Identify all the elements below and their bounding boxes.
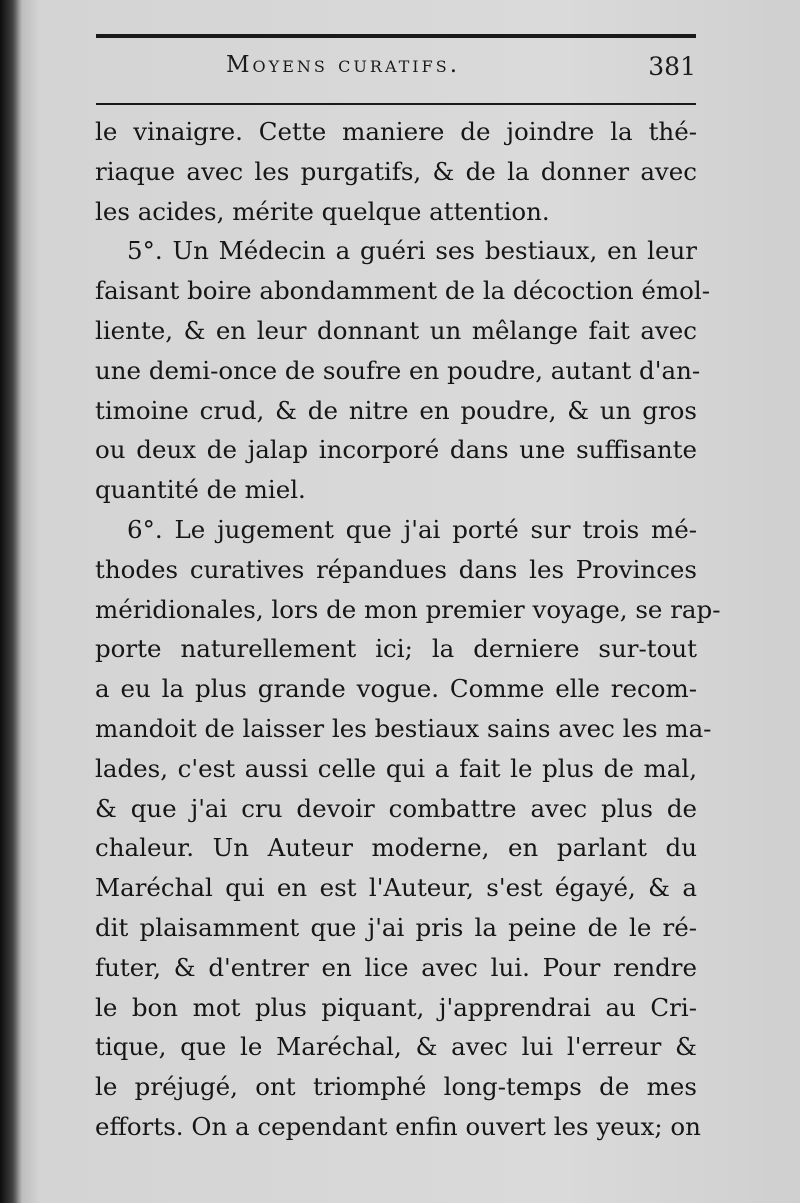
text-line: timoine crud, & de nitre en poudre, & un gros (95, 395, 697, 425)
text-line: & que j'ai cru devoir combattre avec plus de (95, 793, 697, 823)
body-text (95, 112, 721, 1147)
text-line: Maréchal qui en est l'Auteur, s'est égayé, & a (95, 873, 697, 903)
text-line: quantité de miel. (95, 475, 306, 505)
text-line: futer, & d'entrer en lice avec lui. Pour rendre (95, 952, 697, 982)
running-head (96, 50, 696, 90)
text-line: dit plaisamment que j'ai pris la peine de le ré- (95, 912, 697, 942)
text-line: le vinaigre. Cette maniere de joindre la thé- (95, 117, 697, 146)
text-line: liente, & en leur donnant un mêlange fait avec (95, 315, 697, 345)
header-bottom-rule (96, 103, 696, 105)
text-line: a eu la plus grande vogue. Comme elle recom- (95, 674, 697, 704)
text-line: efforts. On a cependant enfin ouvert les yeux; on (95, 1111, 701, 1141)
text-line: riaque avec les purgatifs, & de la donner avec (95, 156, 697, 186)
paragraph-start-line: 6°. Le jugement que j'ai porté sur trois mé- (127, 514, 697, 544)
text-line: les acides, mérite quelque attention. (95, 196, 550, 226)
text-line: lades, c'est aussi celle qui a fait le plus de mal, (95, 753, 697, 783)
text-line: ou deux de jalap incorporé dans une suffisante (95, 435, 697, 465)
text-line: mandoit de laisser les bestiaux sains avec les ma- (95, 713, 712, 743)
page-gutter-shadow (0, 0, 22, 1203)
paragraph-start-line: 5°. Un Médecin a guéri ses bestiaux, en leur (127, 236, 697, 266)
text-line: tique, que le Maréchal, & avec lui l'erreur & (95, 1032, 697, 1062)
header-top-rule (96, 34, 696, 38)
running-title: Moyens curatifs. (226, 52, 461, 78)
text-line: méridionales, lors de mon premier voyage, se rap- (95, 594, 721, 624)
text-line: le préjugé, ont triomphé long-temps de mes (95, 1072, 697, 1102)
text-line: le bon mot plus piquant, j'apprendrai au Cri- (95, 992, 697, 1022)
text-line: porte naturellement ici; la derniere sur-tout (95, 634, 697, 664)
text-line: thodes curatives répandues dans les Provinces (95, 554, 697, 584)
text-line: chaleur. Un Auteur moderne, en parlant du (95, 833, 697, 863)
page-number: 381 (648, 52, 696, 81)
text-line: une demi-once de soufre en poudre, autant d'an- (95, 355, 701, 385)
text-line: faisant boire abondamment de la décoction émol- (95, 276, 711, 306)
